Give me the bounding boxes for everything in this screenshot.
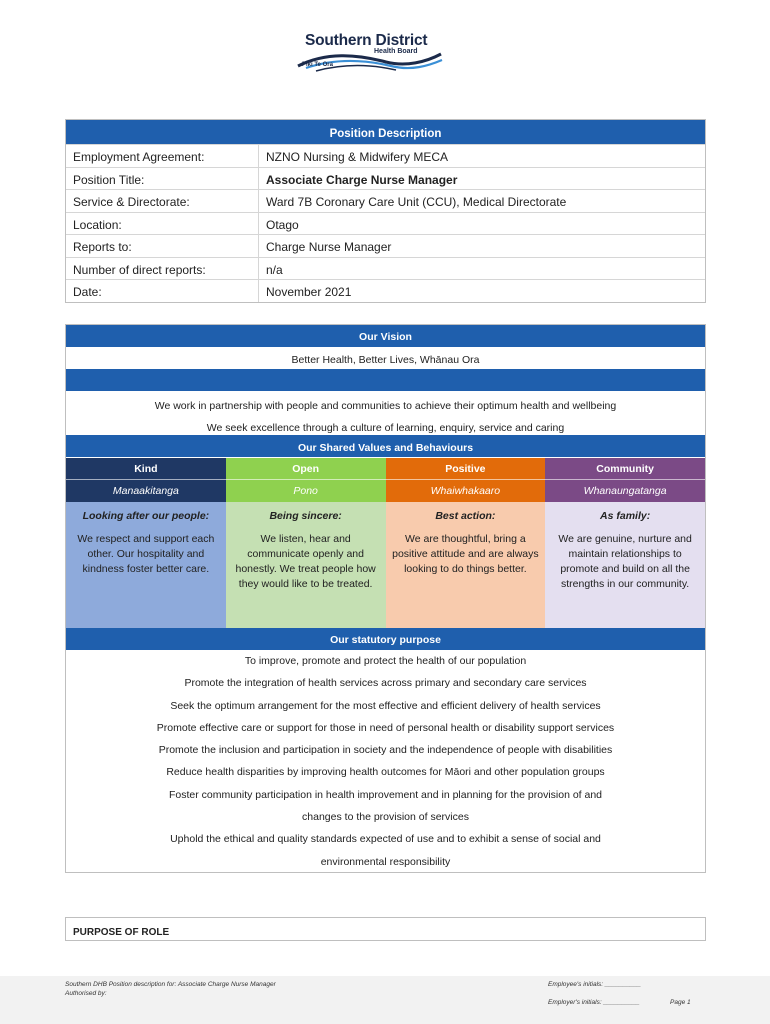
purpose-line: changes to the provision of services [302, 811, 469, 824]
footer-employer-initials: Employer's initials: __________ [548, 999, 640, 1006]
value-text: We are thoughtful, bring a positive attitude and are always looking to do things better. [392, 533, 539, 575]
purpose-line: Promote the inclusion and participation in society and the independence of people with disabilities [158, 744, 613, 757]
purpose-line: environmental responsibility [320, 855, 451, 868]
table-row [66, 234, 705, 257]
value-title: Open [226, 458, 386, 479]
row-value: Associate Charge Nurse Manager [266, 172, 458, 187]
purpose-line: Uphold the ethical and quality standards expected of use and to exhibit a sense of social and [170, 833, 601, 846]
logo-tagline: Piki Te Ora [302, 62, 333, 68]
value-text: We respect and support each other. Our hospitality and kindness foster better care. [77, 533, 215, 575]
table-row [66, 144, 705, 167]
value-heading: Looking after our people: [82, 510, 210, 522]
row-value: Otago [266, 217, 299, 232]
row-label: Date: [73, 285, 102, 299]
vision-header: Our Vision [66, 325, 705, 347]
purpose-line: Promote the integration of health services across primary and secondary care services [184, 677, 587, 690]
row-label: Number of direct reports: [73, 262, 206, 277]
purpose-line: Promote effective care or support for those in need of personal health or disability support services [156, 721, 615, 734]
value-kind [66, 458, 226, 628]
table-row [66, 212, 705, 235]
wave-icon [296, 44, 446, 74]
row-label: Position Title: [73, 172, 145, 187]
value-open [226, 458, 386, 628]
value-maori: Whanaungatanga [545, 479, 705, 502]
row-label: Reports to: [73, 240, 132, 254]
mission-line: We seek excellence through a culture of learning, enquiry, service and caring [206, 422, 565, 434]
table-row [66, 257, 705, 280]
mission-line: We work in partnership with people and communities to achieve their optimum health and wellbeing [154, 400, 617, 412]
value-text: We listen, hear and communicate openly and honestly. We treat people how they would like to be treated. [235, 533, 376, 590]
vision-text: Better Health, Better Lives, Whānau Ora [291, 354, 480, 366]
values-columns [66, 458, 705, 628]
page-footer [0, 976, 770, 1024]
footer-employee-initials: Employee's initials: __________ [548, 981, 642, 988]
row-value: n/a [266, 262, 283, 277]
table-row [66, 279, 705, 302]
statutory-purpose-block [65, 628, 706, 873]
purpose-line: Reduce health disparities by improving health outcomes for Māori and other population groups [166, 766, 605, 779]
purpose-of-role-heading [65, 917, 706, 941]
footer-document-title: Southern DHB Position description for: Associate Charge Nurse Manager [65, 981, 276, 988]
footer-authorised-by: Authorised by: [65, 990, 107, 997]
row-value: Charge Nurse Manager [266, 240, 392, 254]
row-value: NZNO Nursing & Midwifery MECA [266, 150, 449, 164]
value-title: Kind [66, 458, 226, 479]
row-label: Employment Agreement: [73, 150, 205, 164]
position-description-header: Position Description [66, 120, 705, 144]
value-title: Positive [386, 458, 546, 479]
position-description-table [65, 119, 706, 303]
value-maori: Pono [226, 479, 386, 502]
table-row [66, 167, 705, 190]
sdhb-logo [296, 32, 446, 74]
row-label: Location: [73, 217, 122, 232]
value-heading: Being sincere: [269, 510, 342, 522]
purpose-line: To improve, promote and protect the health of our population [244, 655, 527, 667]
value-title: Community [545, 458, 705, 479]
purpose-header: Our statutory purpose [66, 628, 705, 650]
footer-page-number: Page 1 [670, 999, 691, 1006]
vision-values-block [65, 324, 706, 628]
purpose-line: Foster community participation in health improvement and in planning for the provision of and [168, 788, 603, 801]
value-heading: Best action: [435, 510, 496, 522]
value-community [545, 458, 705, 628]
row-value: November 2021 [266, 285, 352, 299]
value-heading: As family: [600, 510, 651, 522]
value-maori: Manaakitanga [66, 479, 226, 502]
logo-name: Southern District [305, 32, 428, 49]
value-text: We are genuine, nurture and maintain relationships to promote and build on all the strengths in our community. [558, 533, 692, 590]
logo-subtitle: Health Board [374, 48, 418, 55]
section-heading: PURPOSE OF ROLE [73, 927, 170, 938]
value-maori: Whaiwhakaaro [386, 479, 546, 502]
row-value: Ward 7B Coronary Care Unit (CCU), Medical Directorate [266, 195, 567, 209]
divider-bar [66, 369, 705, 391]
values-header: Our Shared Values and Behaviours [66, 435, 705, 457]
row-label: Service & Directorate: [73, 195, 190, 209]
value-positive [386, 458, 546, 628]
purpose-line: Seek the optimum arrangement for the most effective and efficient delivery of health services [170, 699, 601, 712]
table-row [66, 189, 705, 212]
